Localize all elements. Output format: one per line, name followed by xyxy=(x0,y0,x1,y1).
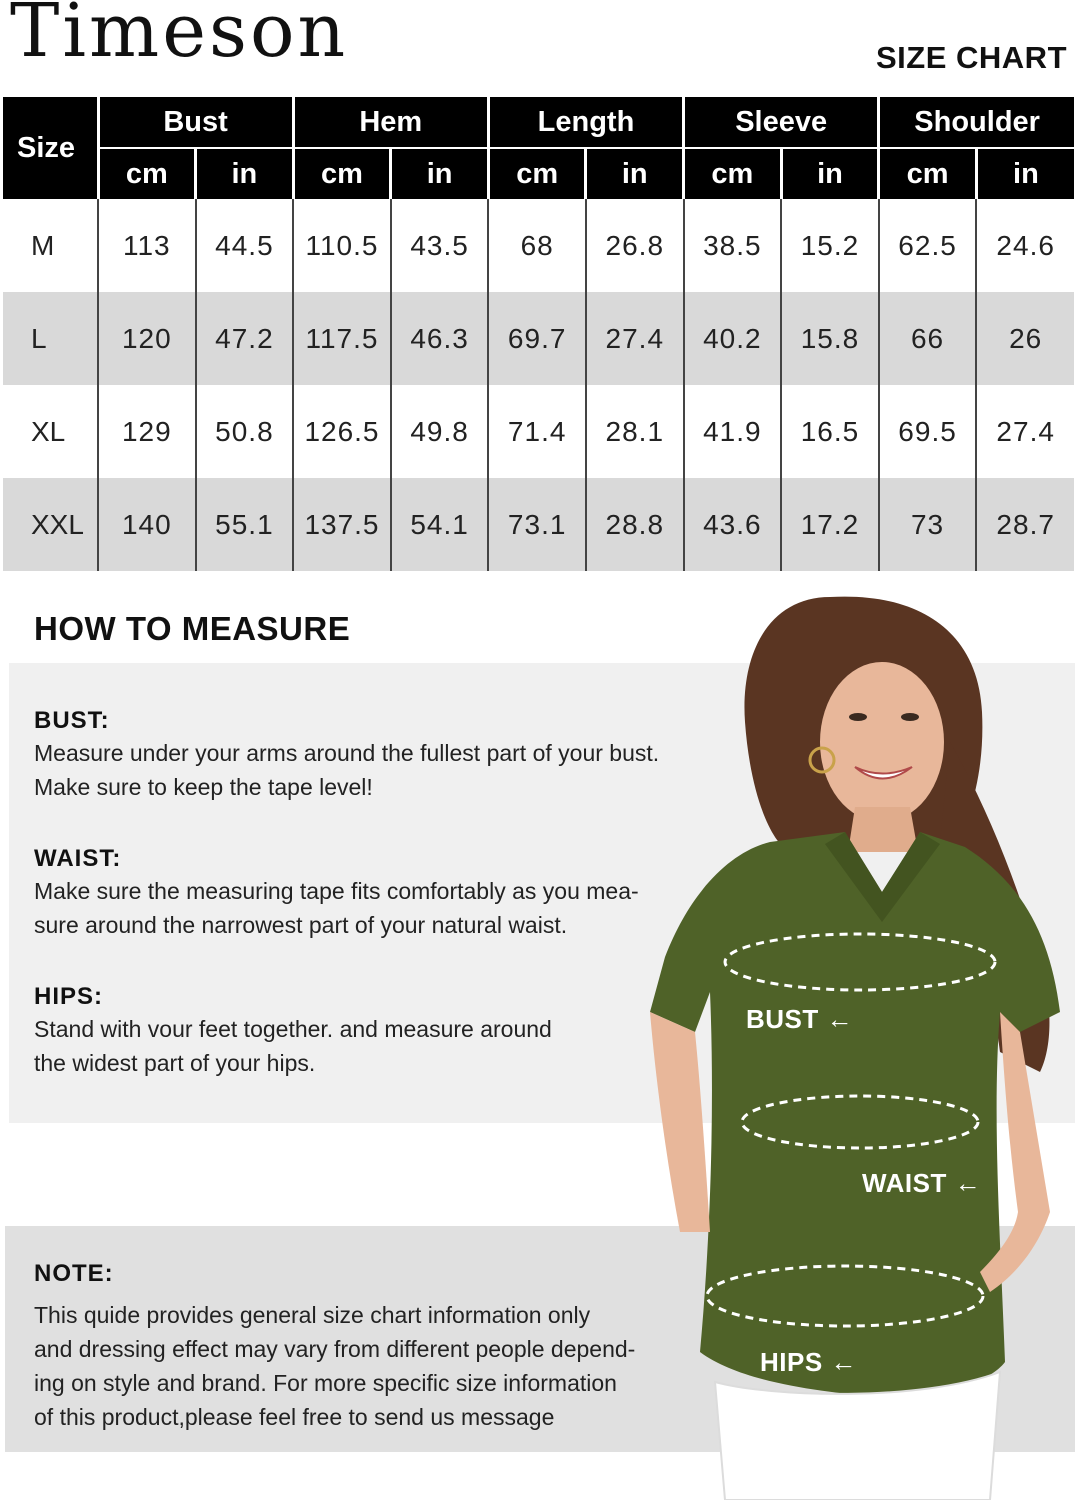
table-cell: 28.7 xyxy=(976,478,1074,571)
text-line: Make sure to keep the tape level! xyxy=(34,774,373,800)
note-text xyxy=(34,1298,635,1434)
table-cell: 113 xyxy=(98,199,196,292)
unit-header: in xyxy=(976,148,1074,199)
table-cell: 117.5 xyxy=(293,292,391,385)
table-cell: 43.5 xyxy=(391,199,489,292)
table-cell: 16.5 xyxy=(781,385,879,478)
table-cell: 129 xyxy=(98,385,196,478)
table-cell: 66 xyxy=(879,292,977,385)
hem-header: Hem xyxy=(293,97,488,148)
table-cell: 46.3 xyxy=(391,292,489,385)
unit-header: cm xyxy=(98,148,196,199)
table-cell: 73.1 xyxy=(488,478,586,571)
unit-header: in xyxy=(196,148,294,199)
table-cell: 38.5 xyxy=(684,199,782,292)
bust-text xyxy=(34,736,659,804)
table-cell: 26.8 xyxy=(586,199,684,292)
hips-text xyxy=(34,1012,552,1080)
table-cell: 28.1 xyxy=(586,385,684,478)
table-cell: 27.4 xyxy=(586,292,684,385)
unit-header: in xyxy=(781,148,879,199)
size-cell: L xyxy=(3,292,98,385)
table-cell: 44.5 xyxy=(196,199,294,292)
brand-logo: Timeson xyxy=(10,0,349,74)
sleeve-header: Sleeve xyxy=(684,97,879,148)
table-cell: 110.5 xyxy=(293,199,391,292)
hips-heading: HIPS: xyxy=(34,983,104,1010)
text-line: the widest part of your hips. xyxy=(34,1050,316,1076)
table-row xyxy=(3,199,1074,292)
bust-label: BUST ← xyxy=(746,1004,854,1034)
table-cell: 27.4 xyxy=(976,385,1074,478)
unit-header: in xyxy=(586,148,684,199)
table-cell: 126.5 xyxy=(293,385,391,478)
unit-header: in xyxy=(391,148,489,199)
size-cell: XL xyxy=(31,415,66,447)
size-cell: M xyxy=(31,229,55,261)
how-to-measure-title: HOW TO MEASURE xyxy=(34,610,351,647)
table-cell: 26 xyxy=(976,292,1074,385)
waist-heading: WAIST: xyxy=(34,845,122,872)
length-header: Length xyxy=(488,97,683,148)
bust-heading: BUST: xyxy=(34,707,110,734)
table-cell: 47.2 xyxy=(196,292,294,385)
bust-header: Bust xyxy=(98,97,293,148)
size-header: Size xyxy=(3,97,98,199)
table-cell: 140 xyxy=(98,478,196,571)
size-cell: XXL xyxy=(3,478,98,571)
note-heading: NOTE: xyxy=(34,1260,114,1287)
table-cell: 62.5 xyxy=(879,199,977,292)
table-cell: 40.2 xyxy=(684,292,782,385)
table-cell: 41.9 xyxy=(684,385,782,478)
text-line: This quide provides general size chart information only xyxy=(34,1302,591,1328)
text-line: Stand with vour feet together. and measure around xyxy=(34,1016,552,1042)
table-cell: 28.8 xyxy=(586,478,684,571)
size-table xyxy=(3,97,1074,571)
table-cell: 120 xyxy=(98,292,196,385)
table-cell: 68 xyxy=(488,199,586,292)
table-cell: 54.1 xyxy=(391,478,489,571)
table-cell: 69.7 xyxy=(488,292,586,385)
shoulder-header: Shoulder xyxy=(879,97,1074,148)
size-chart-title: SIZE CHART xyxy=(876,40,1067,75)
table-row xyxy=(3,385,1074,478)
text-line: sure around the narrowest part of your natural waist. xyxy=(34,912,568,938)
table-cell: 50.8 xyxy=(196,385,294,478)
unit-header: cm xyxy=(879,148,977,199)
table-cell: 73 xyxy=(879,478,977,571)
table-cell: 17.2 xyxy=(781,478,879,571)
text-line: Measure under your arms around the fullest part of your bust. xyxy=(34,740,660,766)
text-line: ing on style and brand. For more specific size information xyxy=(34,1370,617,1396)
table-row xyxy=(3,478,1074,571)
hips-label: HIPS ← xyxy=(760,1347,857,1377)
unit-header: cm xyxy=(488,148,586,199)
table-row xyxy=(3,292,1074,385)
table-cell: 137.5 xyxy=(293,478,391,571)
table-cell: 49.8 xyxy=(391,385,489,478)
table-cell: 24.6 xyxy=(976,199,1074,292)
waist-label: WAIST ← xyxy=(862,1168,982,1198)
table-cell: 15.2 xyxy=(781,199,879,292)
waist-text xyxy=(34,874,639,942)
text-line: of this product,please feel free to send us message xyxy=(34,1404,555,1430)
table-cell: 71.4 xyxy=(488,385,586,478)
table-cell: 55.1 xyxy=(196,478,294,571)
unit-header: cm xyxy=(684,148,782,199)
unit-header: cm xyxy=(293,148,391,199)
table-cell: 69.5 xyxy=(879,385,977,478)
text-line: and dressing effect may vary from different people depend- xyxy=(34,1336,636,1362)
table-cell: 43.6 xyxy=(684,478,782,571)
text-line: Make sure the measuring tape fits comfortably as you mea- xyxy=(34,878,639,904)
table-cell: 15.8 xyxy=(781,292,879,385)
